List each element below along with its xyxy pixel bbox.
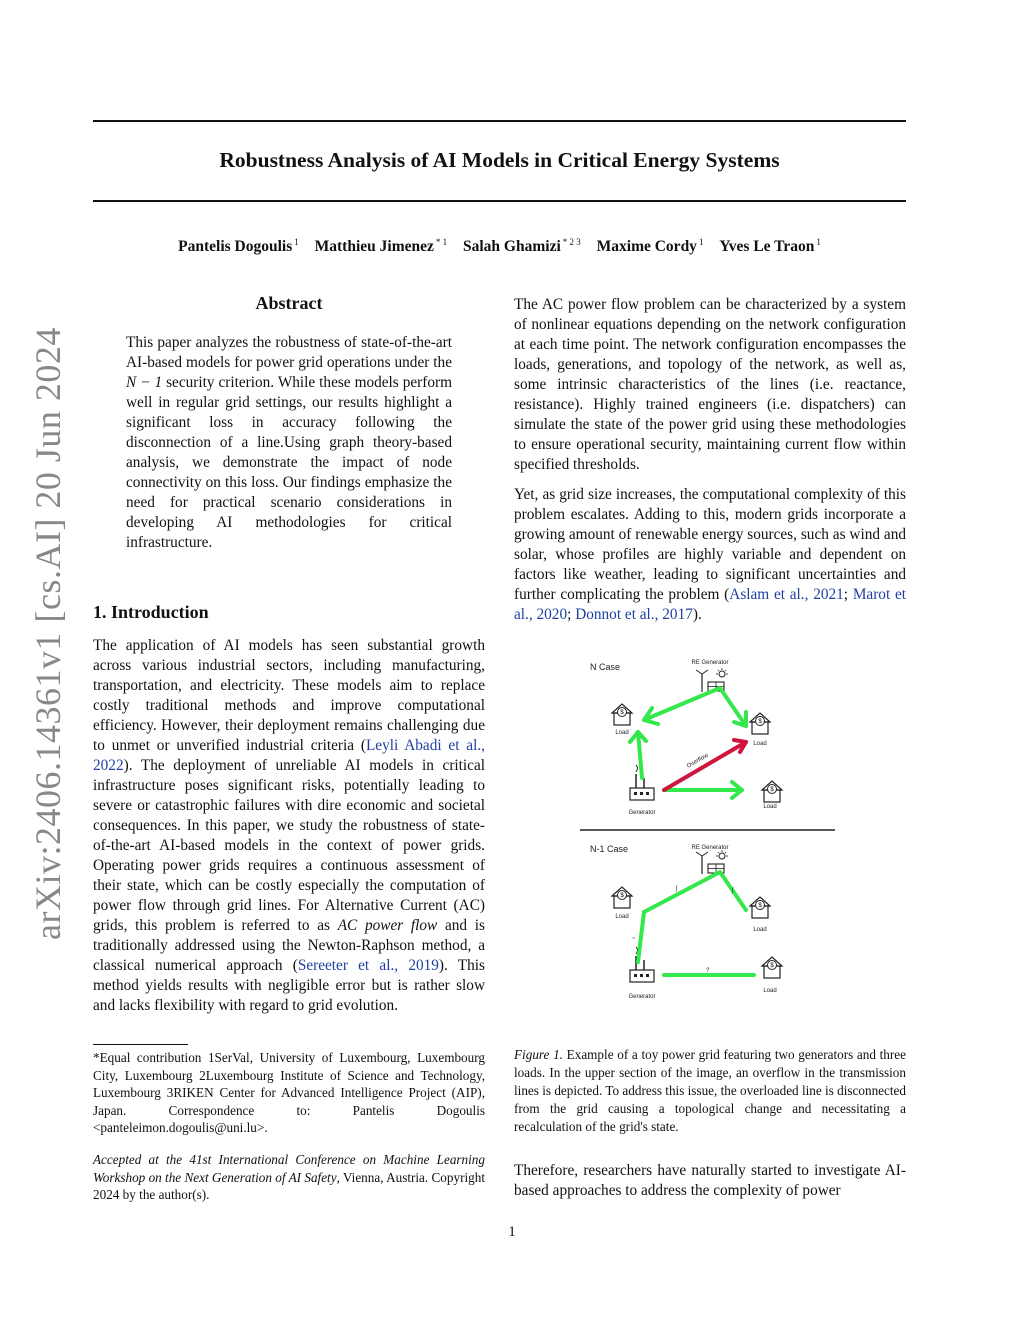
svg-text:~: ~ bbox=[632, 936, 636, 942]
top-rule bbox=[93, 120, 906, 122]
page-number: 1 bbox=[508, 1224, 516, 1240]
author: Pantelis Dogoulis $^1$ bbox=[178, 237, 299, 256]
venue-note: Accepted at the 41st International Conference on Machine Learning Workshop on the Next Generation of AI Safety, Vienna, Austria. Copyright 2024 by the author(s). bbox=[93, 1152, 485, 1202]
figure-caption: Figure 1. Example of a toy power grid featuring two generators and three loads. In the upper section of the image, an overflow in the transmission lines is depicted. To address this issue, the overloaded line is disconnected from the grid causing a topological change and necessitating a recalculation of the grid's state. bbox=[514, 1047, 906, 1134]
citation-link[interactable]: Sereeter et al., 2019 bbox=[297, 957, 439, 974]
re-generator-label: RE Generator bbox=[691, 660, 729, 666]
author: Maxime Cordy $^1$ bbox=[596, 237, 704, 256]
title-bottom-rule bbox=[93, 200, 906, 202]
introduction-body: The application of AI models has seen substantial growth across various industrial sectors, including manufacturing, transportation, and electricity. These models aim to replace costly traditional methods and improve computational efficiency. However, their deployment remains challenging due to unmet or unverified industrial criteria (Leyli Abadi et al., 2022). The deployment of unreliable AI models in critical infrastructure poses significant risks, potentially leading to severe or catastrophic failures with dire economic and societal consequences. In this paper, we study the robustness of state-of-the-art AI-based models in the context of power grids. Operating power grids requires a continuous assessment of their state, which can be costly especially the computation of power flow through grid lines. For Alternative Current (AC) grids, this problem is referred to as AC power flow and is traditionally addressed using the Newton-Raphson method, a classical numerical approach (Sereeter et al., 2019). This method yields results with negligible error but is rather slow and lacks flexibility with regard to grid evolution. bbox=[93, 637, 485, 1014]
generator-label: Generator bbox=[628, 810, 656, 816]
generator-label: Generator bbox=[628, 994, 656, 1000]
paragraph: Yet, as grid size increases, the computational complexity of this problem escalates. Adding to this, modern grids incorporate a growing amount of renewable energy sources, such as wind and solar, whose profiles are highly variable and dependent on factors like weather, leading to significant uncertainties and further complicating the problem (Aslam et al., 2021; Marot et al., 2020; Donnot et al., 2017). bbox=[514, 486, 906, 623]
load-label: Load bbox=[615, 730, 629, 736]
author: Salah Ghamizi $^{* 2 3}$ bbox=[463, 237, 581, 256]
n-case-lines bbox=[630, 688, 746, 798]
load-icon bbox=[762, 957, 782, 978]
n-minus-1-case-label: N-1 Case bbox=[590, 844, 629, 854]
right-column-continuation bbox=[514, 1161, 906, 1211]
author: Yves Le Traon $^1$ bbox=[719, 237, 821, 256]
svg-text:ʃ: ʃ bbox=[732, 888, 734, 894]
n-minus-1-lines bbox=[638, 872, 754, 975]
abstract-heading: Abstract bbox=[255, 293, 323, 313]
right-column-text bbox=[514, 295, 906, 635]
load-label: Load bbox=[753, 927, 767, 933]
load-label: Load bbox=[615, 914, 629, 920]
load-icon bbox=[762, 781, 782, 802]
math-expression: N − 1 bbox=[126, 374, 163, 391]
citation-link[interactable]: Donnot et al., 2017 bbox=[575, 606, 693, 623]
citation-link[interactable]: Marot et al., 2020 bbox=[514, 586, 906, 623]
paragraph: The AC power flow problem can be characterized by a system of nonlinear equations depending on the network configuration at each time point. The network configuration encompasses the loads, generations, and topology of the network, as well as, some intrinsic characteristics of the lines (i.e. reactance, resistance). Highly trained engineers (i.e. dispatchers) can simulate the state of the power grid using these methodologies to ensure operational security, maintaining current flow within specified thresholds. bbox=[514, 296, 906, 473]
footnote-rule bbox=[93, 1044, 188, 1045]
power-grid-figure: $ N Case RE Generator Load Load Load Generator Overflow N-1 Case RE Generator Load Load Load Generator ʃ ʃ ~ ? bbox=[560, 650, 860, 1010]
svg-text:ʃ: ʃ bbox=[676, 886, 678, 892]
load-icon bbox=[750, 713, 770, 734]
load-icon bbox=[750, 897, 770, 918]
load-label: Load bbox=[763, 988, 777, 994]
svg-text:?: ? bbox=[706, 968, 710, 974]
load-label: Load bbox=[763, 804, 777, 810]
author: Matthieu Jimenez $^{* 1}$ bbox=[314, 237, 448, 256]
paragraph: Therefore, researchers have naturally started to investigate AI-based approaches to address the complexity of power bbox=[514, 1162, 906, 1199]
load-icon bbox=[612, 887, 632, 908]
load-label: Load bbox=[753, 741, 767, 747]
paper-title: Robustness Analysis of AI Models in Critical Energy Systems bbox=[219, 148, 780, 172]
re-generator-label: RE Generator bbox=[691, 845, 729, 851]
citation-link[interactable]: Aslam et al., 2021 bbox=[729, 586, 844, 603]
overflow-label: Overflow bbox=[686, 752, 710, 770]
affiliation-footnote: *Equal contribution 1SerVal, University of Luxembourg, Luxembourg City, Luxembourg 2Luxembourg Institute of Science and Technology, Luxembourg 3RIKEN Center for Advanced Intelligence Project (AIP), Japan. Correspondence to: Pantelis Dogoulis <panteleimon.dogoulis@uni.lu>. bbox=[93, 1050, 485, 1135]
arxiv-identifier: arXiv:2406.14361v1 [cs.AI] 20 Jun 2024 bbox=[28, 327, 68, 940]
load-icon bbox=[612, 704, 632, 725]
abstract-body: This paper analyzes the robustness of state-of-the-art AI-based models for power grid operations under the N − 1 security criterion. While these models perform well in regular grid settings, our results highlight a significant loss in accuracy following the disconnection of a line.Using graph theory-based analysis, we demonstrate the impact of node connectivity on this loss. Our findings emphasize the need for practical scenario considerations in developing AI methodologies for critical infrastructure. bbox=[126, 334, 452, 551]
citation-link[interactable]: Leyli Abadi et al., 2022 bbox=[93, 737, 485, 774]
n-case-label: N Case bbox=[590, 662, 621, 672]
generator-icon bbox=[630, 947, 654, 982]
author-list bbox=[93, 237, 906, 256]
section-heading-introduction: 1. Introduction bbox=[93, 602, 209, 622]
